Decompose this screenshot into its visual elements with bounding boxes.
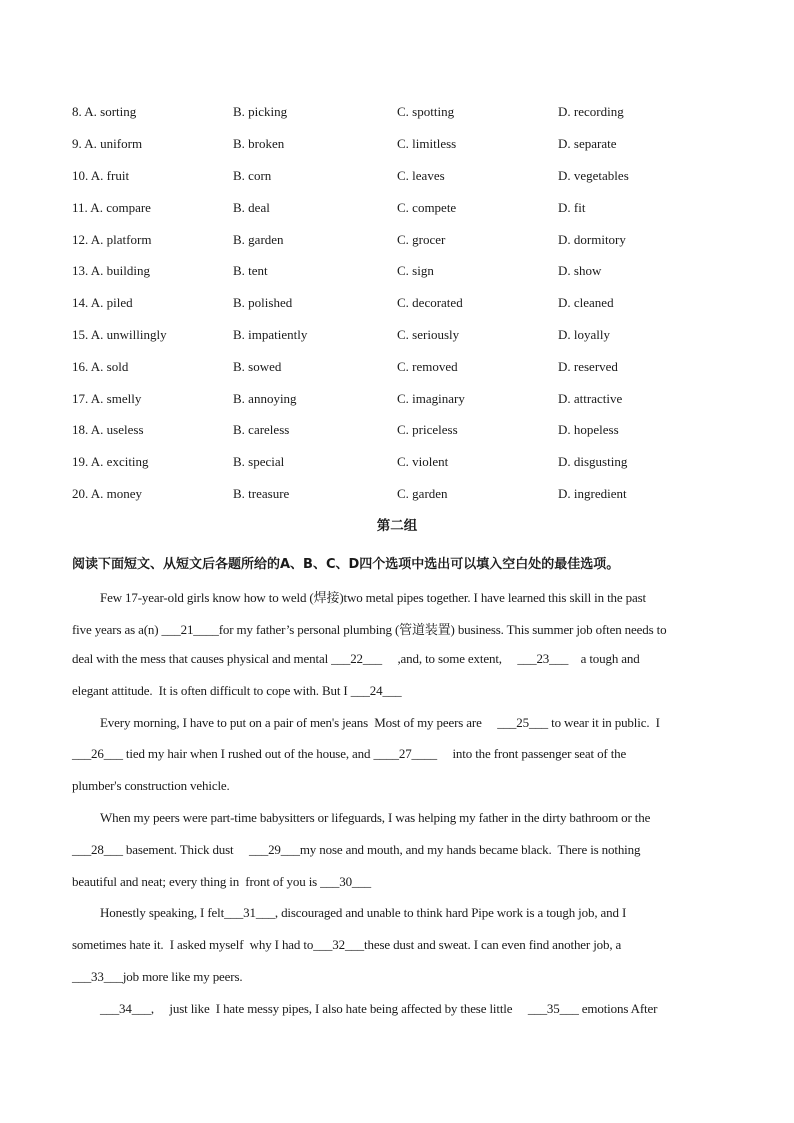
blank-29: ___29___ <box>249 842 300 857</box>
option-b: B. picking <box>233 104 288 119</box>
passage-line <box>100 905 626 921</box>
option-b: B. treasure <box>233 486 290 501</box>
passage-line <box>72 651 640 667</box>
option-b: B. corn <box>233 168 272 183</box>
option-a: 15. A. unwillingly <box>72 327 167 342</box>
option-a: 14. A. piled <box>72 295 133 310</box>
blank-30: ___30___ <box>320 874 371 889</box>
option-a: 9. A. uniform <box>72 136 143 151</box>
option-d: D. reserved <box>558 359 618 374</box>
blank-26: ___26___ <box>72 746 123 761</box>
passage-line <box>72 937 621 953</box>
section-title: 第二组 <box>376 518 418 534</box>
option-c: C. sign <box>397 263 434 278</box>
blank-31: ___31___ <box>224 905 275 920</box>
passage-text: tied my hair when I rushed out of the house, and <box>122 746 374 761</box>
passage-text: basement. Thick dust <box>122 842 250 857</box>
option-d: D. disgusting <box>558 454 628 469</box>
passage-text: Honestly speaking, I felt <box>100 905 225 920</box>
passage-line <box>72 969 242 985</box>
option-c: C. violent <box>397 454 449 469</box>
passage-text: job more like my peers. <box>122 969 243 984</box>
option-b: B. tent <box>233 263 268 278</box>
option-a: 12. A. platform <box>72 232 152 247</box>
passage-line <box>100 1001 657 1017</box>
passage-text: emotions After <box>578 1001 658 1016</box>
blank-34: ___34___ <box>100 1001 151 1016</box>
option-c: C. compete <box>397 200 457 215</box>
option-c: C. garden <box>397 486 448 501</box>
passage-text: Few 17-year-old girls know how to weld (焊接)two metal pipes together. I have learned this skill in the past <box>100 590 646 605</box>
option-c: C. removed <box>397 359 458 374</box>
option-c: C. limitless <box>397 136 457 151</box>
option-c: C. leaves <box>397 168 445 183</box>
option-d: D. cleaned <box>558 295 614 310</box>
blank-35: ___35___ <box>527 1001 579 1016</box>
passage-text: ,and, to some extent, <box>381 651 518 666</box>
option-a: 10. A. fruit <box>72 168 130 183</box>
option-a: 18. A. useless <box>72 422 144 437</box>
passage-line <box>72 683 402 699</box>
option-c: C. seriously <box>397 327 460 342</box>
passage-text: beautiful and neat; every thing in front of you is <box>72 874 321 889</box>
option-d: D. ingredient <box>558 486 627 501</box>
option-d: D. show <box>558 263 602 278</box>
passage-text: five years as a(n) <box>72 622 162 637</box>
option-b: B. garden <box>233 232 284 247</box>
passage-line <box>72 842 640 858</box>
blank-27: ____27____ <box>373 746 437 761</box>
option-b: B. impatiently <box>233 327 308 342</box>
option-a: 8. A. sorting <box>72 104 137 119</box>
passage-line <box>72 778 230 794</box>
passage-text: elegant attitude. It is often difficult to cope with. But I <box>72 683 351 698</box>
passage-text: Every morning, I have to put on a pair of men's jeans Most of my peers are <box>100 715 498 730</box>
option-b: B. deal <box>233 200 270 215</box>
option-c: C. spotting <box>397 104 455 119</box>
option-c: C. imaginary <box>397 391 465 406</box>
blank-24: ___24___ <box>350 683 402 698</box>
option-d: D. dormitory <box>558 232 626 247</box>
passage-line <box>100 810 650 826</box>
option-c: C. grocer <box>397 232 446 247</box>
blank-21: ___21____ <box>161 622 219 637</box>
passage-text: these dust and sweat. I can even find another job, a <box>364 937 622 952</box>
passage-line <box>72 874 371 890</box>
passage-text: for my father’s personal plumbing (管道装置) business. This summer job often needs to <box>218 622 667 637</box>
option-d: D. attractive <box>558 391 623 406</box>
passage-line <box>72 619 666 638</box>
passage-text: my nose and mouth, and my hands became black. There is nothing <box>299 842 641 857</box>
passage-text: to wear it in public. I <box>548 715 660 730</box>
blank-23: ___23___ <box>517 651 569 666</box>
option-a: 17. A. smelly <box>72 391 142 406</box>
option-a: 11. A. compare <box>72 200 151 215</box>
option-a: 20. A. money <box>72 486 143 501</box>
passage-line <box>100 715 660 731</box>
passage-line <box>100 587 646 606</box>
instructions: 阅读下面短文、从短文后各题所给的A、B、C、D四个选项中选出可以填入空白处的最佳选项。 <box>72 557 620 572</box>
option-c: C. decorated <box>397 295 463 310</box>
passage-text: sometimes hate it. I asked myself why I had to <box>72 937 314 952</box>
blank-28: ___28___ <box>72 842 123 857</box>
passage-text: plumber's construction vehicle. <box>72 778 230 793</box>
blank-22: ___22___ <box>331 651 382 666</box>
option-b: B. careless <box>233 422 290 437</box>
option-b: B. broken <box>233 136 285 151</box>
passage-text: into the front passenger seat of the <box>436 746 627 761</box>
option-d: D. loyally <box>558 327 610 342</box>
passage-line <box>72 746 626 762</box>
option-d: D. hopeless <box>558 422 619 437</box>
option-a: 13. A. building <box>72 263 151 278</box>
option-a: 19. A. exciting <box>72 454 149 469</box>
option-b: B. sowed <box>233 359 282 374</box>
passage-text: When my peers were part-time babysitters or lifeguards, I was helping my father in the dirty bathroom or the <box>100 810 651 825</box>
passage-text: , just like I hate messy pipes, I also hate being affected by these little <box>150 1001 528 1016</box>
passage-text: a tough and <box>568 651 640 666</box>
option-d: D. separate <box>558 136 617 151</box>
passage-text: , discouraged and unable to think hard Pipe work is a tough job, and I <box>274 905 627 920</box>
blank-32: ___32___ <box>313 937 365 952</box>
option-b: B. annoying <box>233 391 297 406</box>
passage-text: deal with the mess that causes physical and mental <box>72 651 332 666</box>
option-d: D. vegetables <box>558 168 629 183</box>
option-b: B. polished <box>233 295 293 310</box>
option-d: D. recording <box>558 104 624 119</box>
option-b: B. special <box>233 454 285 469</box>
option-a: 16. A. sold <box>72 359 129 374</box>
blank-33: ___33___ <box>72 969 123 984</box>
option-d: D. fit <box>558 200 586 215</box>
option-c: C. priceless <box>397 422 458 437</box>
blank-25: ___25___ <box>497 715 549 730</box>
